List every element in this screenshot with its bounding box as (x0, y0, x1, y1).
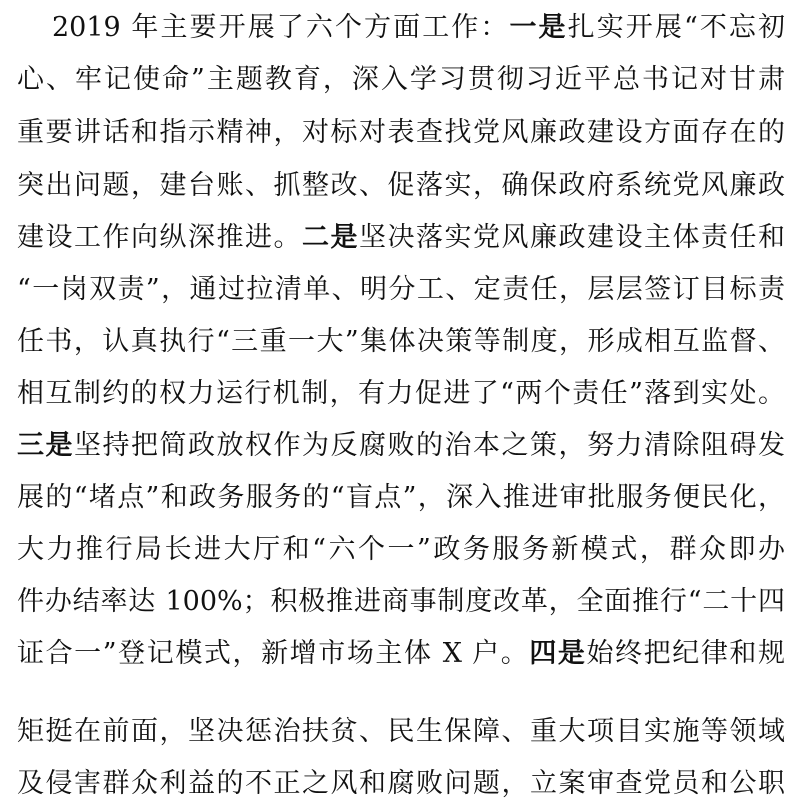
paragraph-line (17, 634, 785, 674)
line-text: “一岗双责”，通过拉清单、明分工、定责任，层层签订目标责 (17, 274, 785, 305)
bold-keyword: 四是 (529, 638, 587, 669)
line-text: 矩挺在前面，坚决惩治扶贫、民生保障、重大项目实施等领域 (17, 716, 785, 747)
line-text: 件办结率达 100%；积极推进商事制度改革，全面推行“二十四 (17, 586, 785, 617)
bold-keyword: 三是 (17, 430, 74, 461)
paragraph-line (17, 426, 785, 466)
line-text: 扎实开展“不忘初 (567, 12, 786, 43)
line-text: 建设工作向纵深推进。 (17, 222, 302, 253)
line-text: 突出问题，建台账、抓整改、促落实，确保政府系统党风廉政 (17, 170, 785, 201)
line-text: 证合一”登记模式，新增市场主体 X 户。 (17, 638, 530, 669)
line-text: 相互制约的权力运行机制，有力促进了“两个责任”落到实处。 (17, 378, 785, 409)
paragraph-line (17, 478, 785, 518)
line-text: 大力推行局长进大厅和“六个一”政务服务新模式，群众即办 (17, 534, 785, 565)
paragraph-line (17, 60, 785, 100)
line-text: 心、牢记使命”主题教育，深入学习贯彻习近平总书记对甘肃 (17, 64, 785, 95)
bold-keyword: 二是 (302, 222, 359, 253)
paragraph-line (17, 530, 785, 570)
bold-keyword: 一是 (509, 12, 568, 43)
paragraph-line (17, 322, 785, 362)
paragraph-line (52, 8, 785, 48)
paragraph-line (17, 166, 785, 206)
paragraph-line (17, 712, 785, 752)
line-text: 坚决落实党风廉政建设主体责任和 (359, 222, 785, 253)
line-text: 坚持把简政放权作为反腐败的治本之策，努力清除阻碍发 (74, 430, 785, 461)
paragraph-line (17, 218, 785, 258)
line-text: 及侵害群众利益的不正之风和腐败问题，立案审查党员和公职 (17, 768, 785, 799)
line-text: 展的“堵点”和政务服务的“盲点”，深入推进审批服务便民化， (17, 482, 785, 513)
line-text: 始终把纪律和规 (586, 638, 785, 669)
paragraph-line (17, 270, 785, 310)
paragraph-line (17, 374, 785, 414)
paragraph-line (17, 113, 785, 153)
paragraph-line (17, 582, 785, 622)
line-text: 重要讲话和指示精神，对标对表查找党风廉政建设方面存在的 (17, 117, 785, 148)
line-text: 任书，认真执行“三重一大”集体决策等制度，形成相互监督、 (17, 326, 785, 357)
line-text: 2019 年主要开展了六个方面工作： (52, 12, 510, 43)
paragraph-line (17, 764, 785, 804)
